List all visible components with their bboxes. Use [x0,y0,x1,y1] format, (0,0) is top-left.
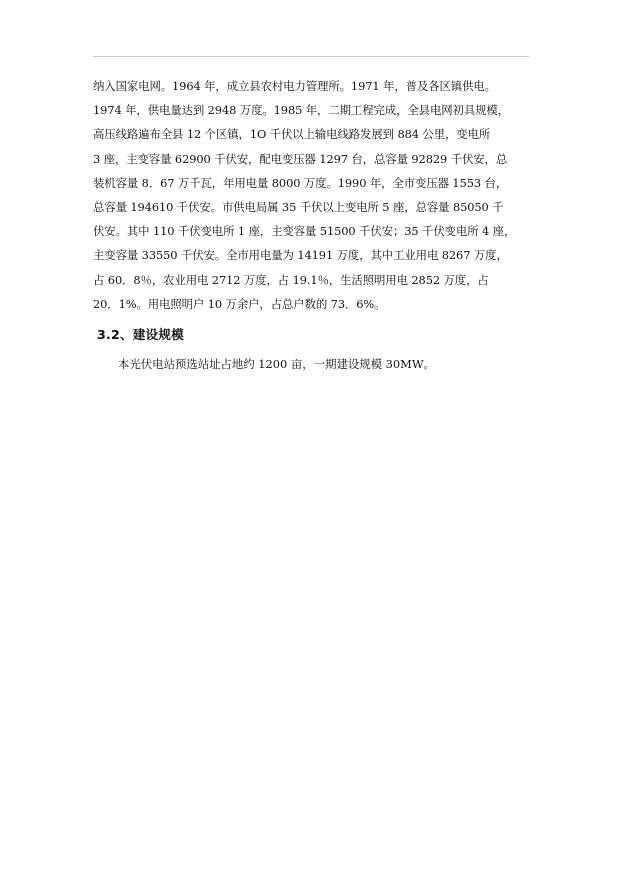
paragraph-line: 占 60．8％，农业用电 2712 万度，占 19.1％，生活照明用电 2852 万度，占 [93,272,489,287]
power-history-paragraph [93,74,533,316]
paragraph-line: 纳入国家电网。1964 年，成立县农村电力管理所。1971 年，普及各区镇供电。 [93,79,496,93]
section-paragraph: 本光伏电站预选站址占地约 1200 亩，一期建设规模 30MW。 [118,357,435,371]
paragraph-line: 伏安。其中 110 千伏变电所 1 座，主变容量 51500 千伏安；35 千伏变电所 4 座， [93,224,516,239]
section-heading: 3.2、建设规模 [97,327,184,342]
paragraph-line: 3 座，主变容量 62900 千伏安，配电变压器 1297 台，总容量 92829 千伏安，总 [93,151,508,166]
paragraph-line: 总容量 194610 千伏安。市供电局属 35 千伏以上变电所 5 座，总容量 85050 千 [93,199,504,214]
paragraph-line: 主变容量 33550 千伏安。全市用电量为 14191 万度，其中工业用电 8267 万度， [93,248,508,263]
paragraph-line: 20．1%。用电照明户 10 万余户，占总户数的 73．6%。 [93,296,386,311]
paragraph-line: 装机容量 8．67 万千瓦，年用电量 8000 万度。1990 年，全市变压器 1553 台， [93,175,508,190]
paragraph-line: 高压线路遍布全县 12 个区镇，1O 千伏以上输电线路发展到 884 公里，变电所 [93,127,491,142]
header-rule [93,56,529,57]
paragraph-line: 1974 年，供电量达到 2948 万度。1985 年，二期工程完成，全县电网初具规模， [93,103,509,118]
